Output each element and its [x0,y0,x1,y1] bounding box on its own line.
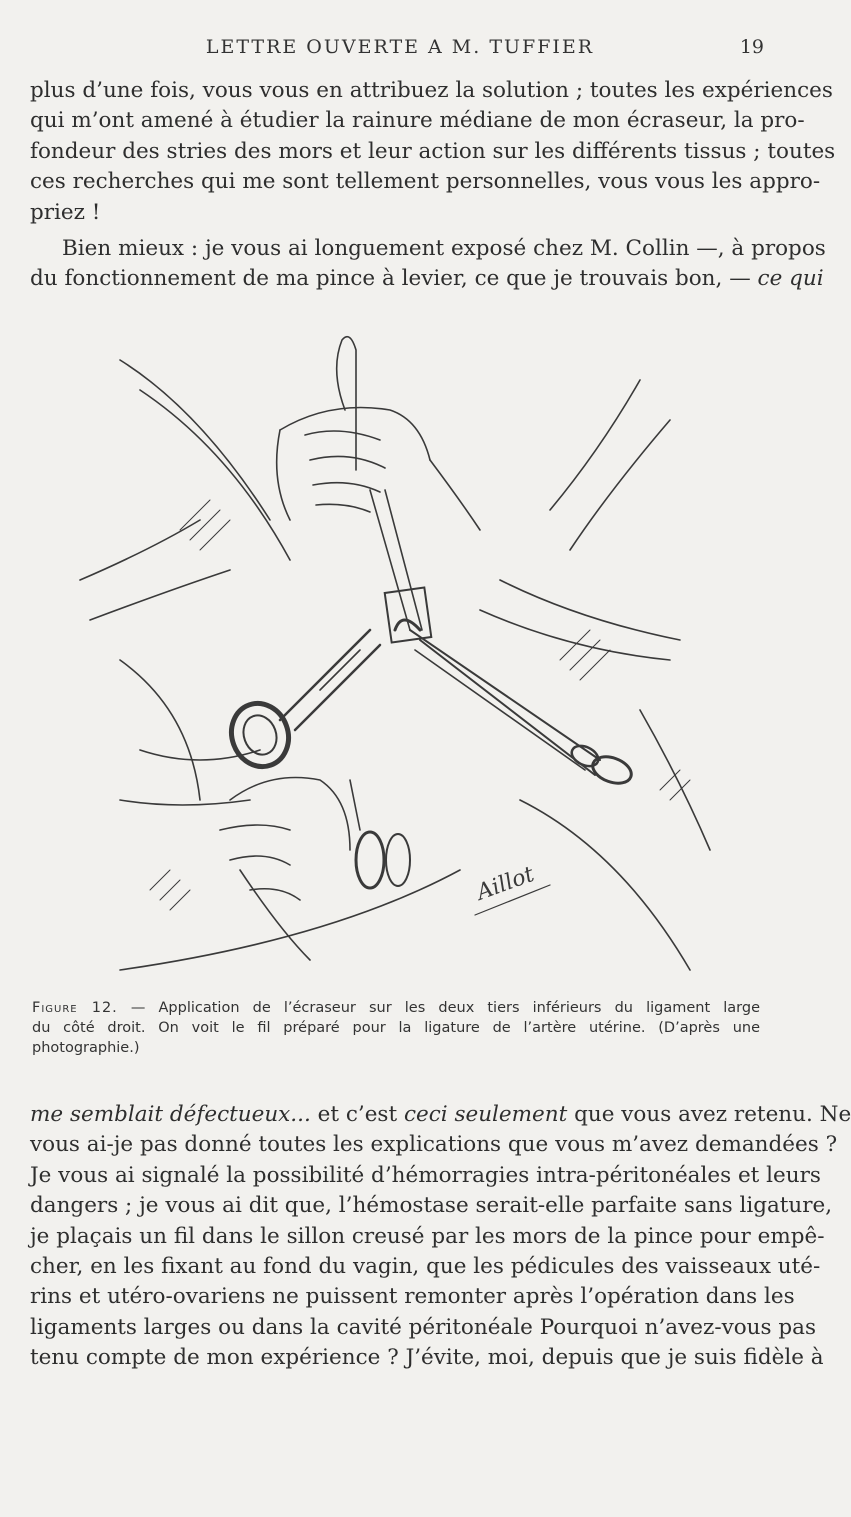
figure-caption [32,998,760,1058]
caption-text: — Application de l’écraseur sur les deux tiers inférieurs du ligament large [117,1000,761,1016]
text-line: je plaçais un fil dans le sillon creusé par les mors de la pince pour empê- [30,1223,825,1249]
italic-segment: me semblait défectueux... [30,1102,311,1127]
text-line: vous ai-je pas donné toutes les explications que vous m’avez demandées ? [30,1132,838,1158]
text-line [30,1100,851,1130]
text-segment: que vous avez retenu. Ne [567,1102,851,1127]
text-line: ces recherches qui me sont tellement personnelles, vous vous les appro- [30,169,821,195]
running-head [0,36,800,60]
paragraph-2 [30,234,826,295]
text-line: priez ! [30,199,101,225]
text-line: qui m’ont amené à étudier la rainure médiane de mon écraseur, la pro- [30,108,805,134]
text-line: Bien mieux : je vous ai longuement exposé chez M. Collin —, à propos [62,236,826,261]
text-line: plus d’une fois, vous vous en attribuez la solution ; toutes les expériences [30,78,833,103]
text-line: rins et utéro-ovariens ne puissent remonter après l’opération dans les [30,1284,795,1310]
caption-line: du côté droit. On voit le fil préparé pour la ligature de l’artère utérine. (D’après une [32,1020,760,1036]
text-line: fondeur des stries des mors et leur action sur les différents tissus ; toutes [30,138,836,164]
italic-segment: ce qui [757,266,824,292]
text-line: Je vous ai signalé la possibilité d’hémorragies intra-péritonéales et leurs [30,1162,821,1188]
text-segment: et c’est [310,1102,404,1127]
italic-segment: ceci seulement [403,1102,568,1127]
running-title: LETTRE OUVERTE A M. TUFFIER [205,36,595,58]
text-line: dangers ; je vous ai dit que, l’hémostase serait-elle parfaite sans ligature, [30,1193,833,1219]
artist-signature: Aillot [473,861,538,906]
page-number: 19 [739,36,764,58]
text-segment: du fonctionnement de ma pince à levier, ce que je trouvais bon, — [30,266,751,292]
text-line: ligaments larges ou dans la cavité péritonéale Pourquoi n’avez-vous pas [30,1314,817,1340]
surgical-illustration [80,330,770,980]
text-line: tenu compte de mon expérience ? J’évite, moi, depuis que je suis fidèle à [30,1345,824,1371]
text-line [30,264,824,294]
figure-label: Figure 12. [32,1000,118,1016]
caption-line [32,998,760,1018]
paragraph-3 [30,1100,851,1374]
text-line: cher, en les fixant au fond du vagin, que les pédicules des vaisseaux uté- [30,1254,821,1280]
paragraph-1 [30,76,836,228]
caption-line: photographie.) [32,1040,140,1056]
